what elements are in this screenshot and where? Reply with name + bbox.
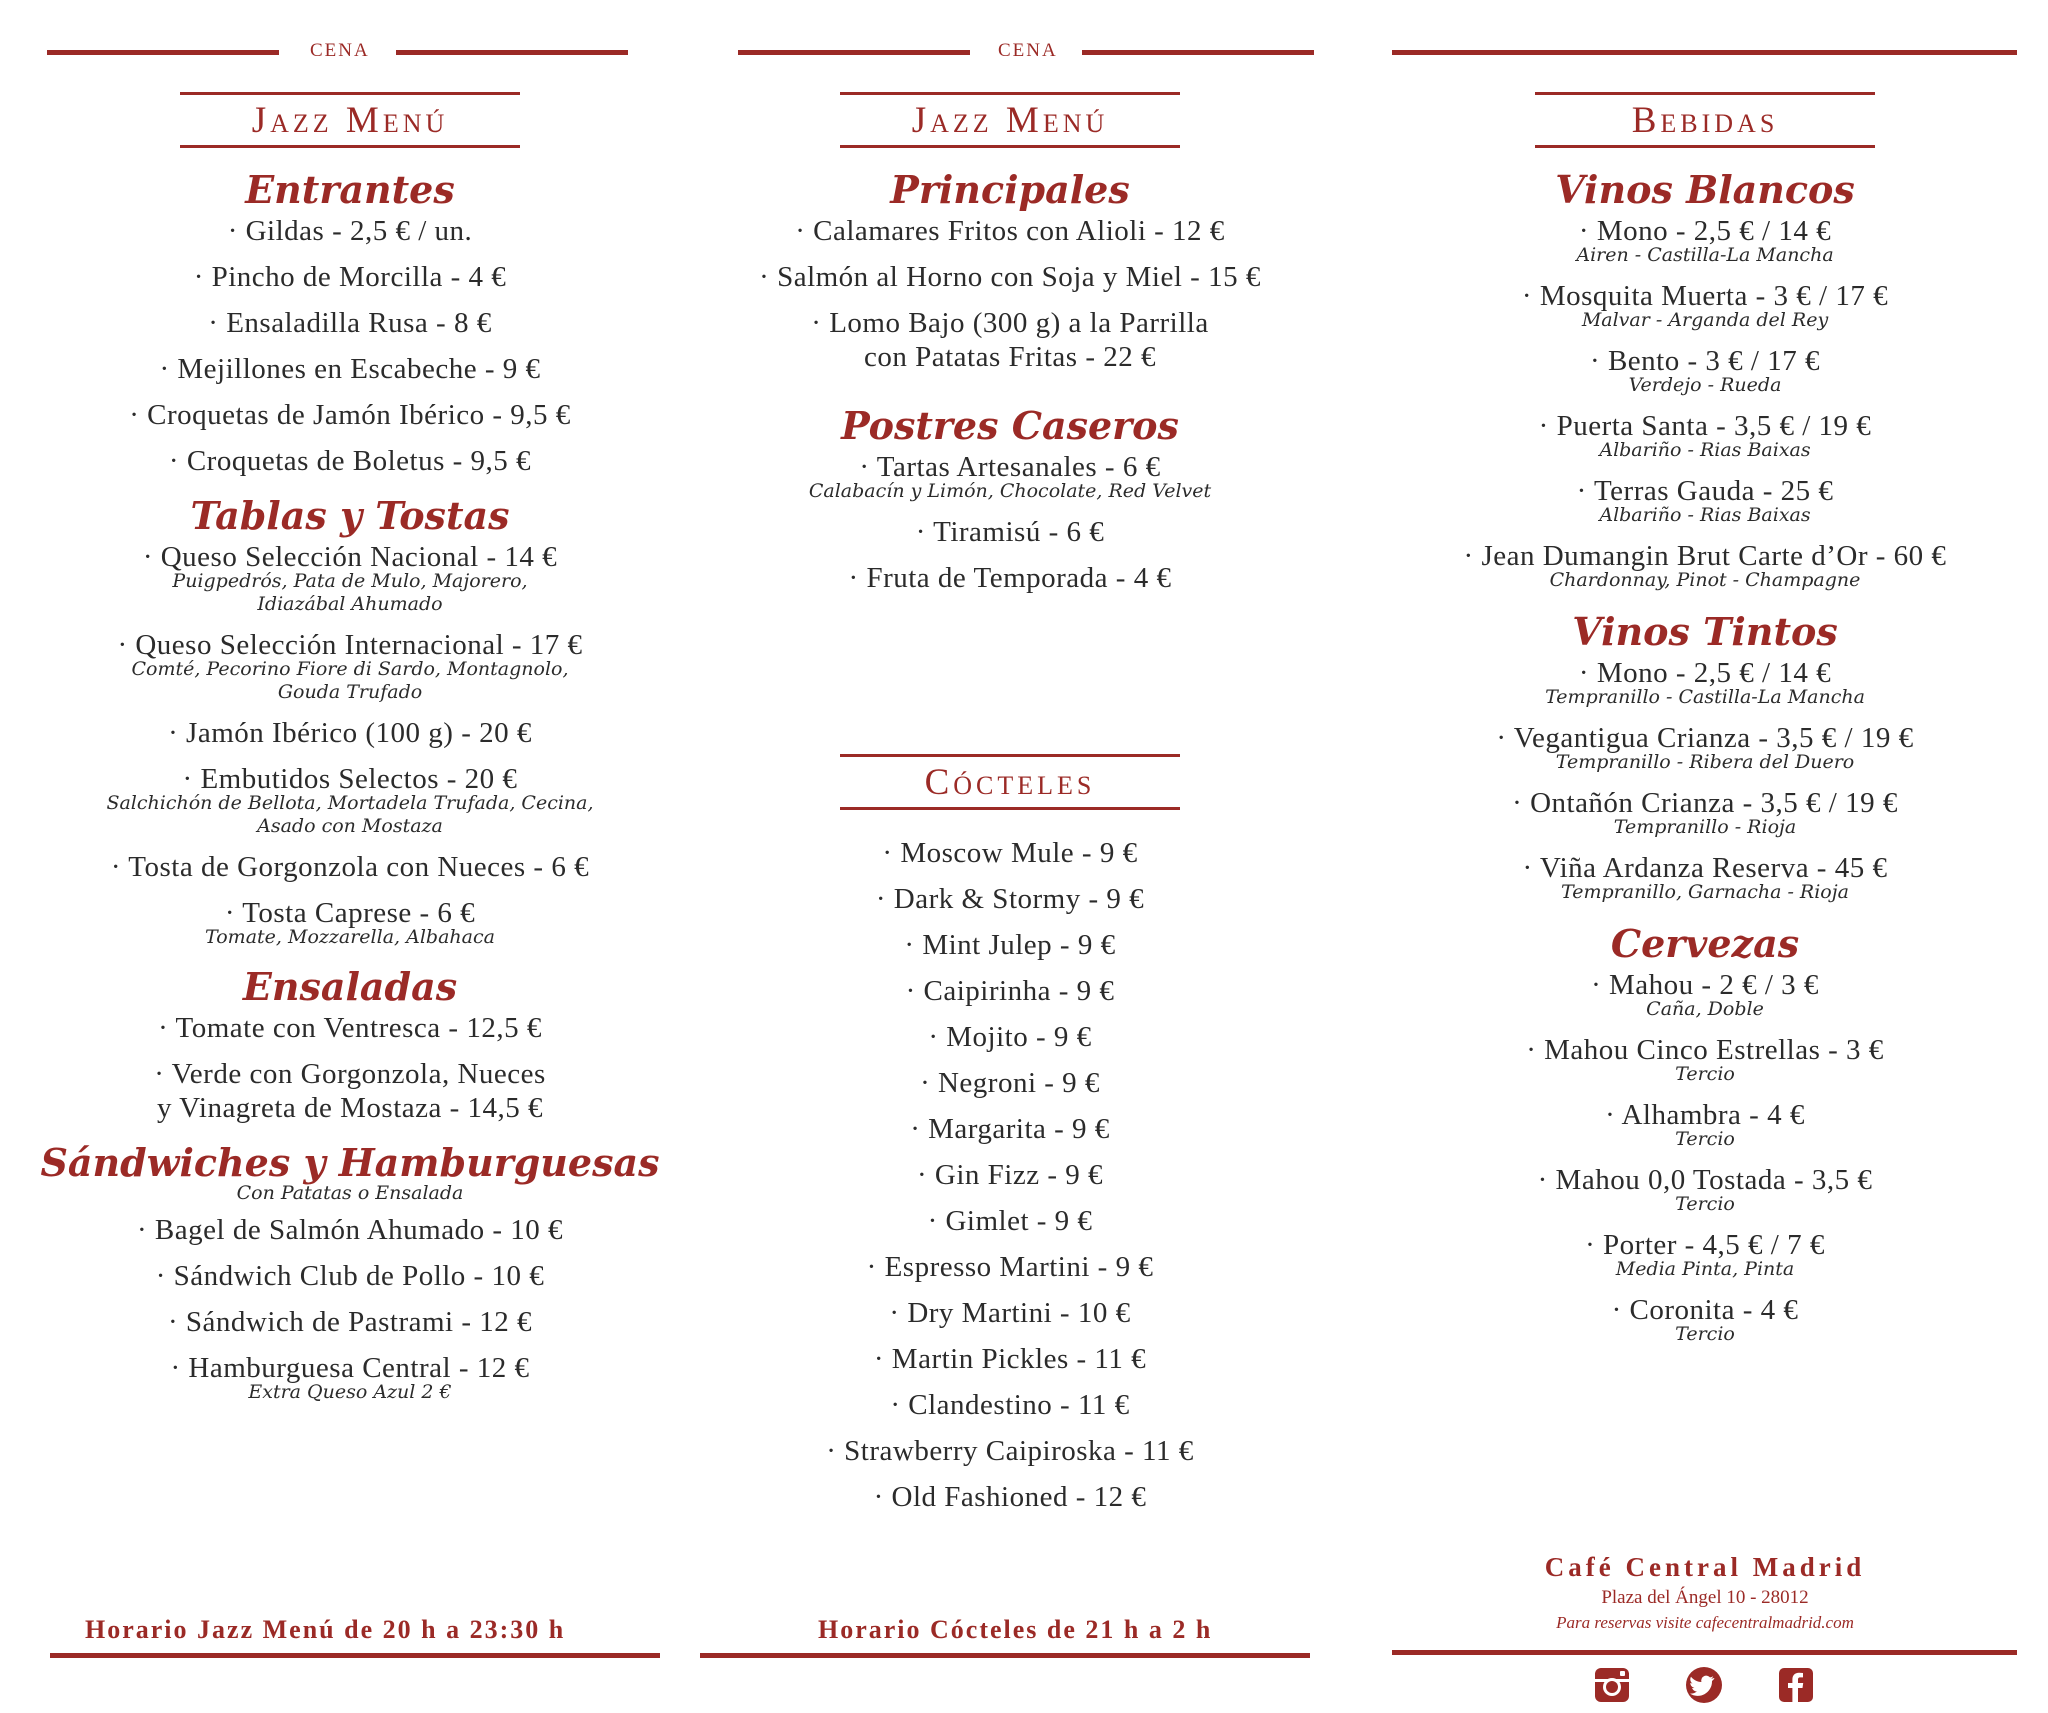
item-name: · Terras Gauda - 25 € xyxy=(1576,475,1834,507)
section-title: Ensaladas xyxy=(242,964,458,1009)
menu-item xyxy=(40,716,660,750)
item-description: Tempranillo - Castilla-La Mancha xyxy=(1545,686,1865,708)
menu-item xyxy=(1395,539,2015,592)
menu-item xyxy=(1395,721,2015,774)
menu-list xyxy=(40,168,660,1420)
item-name: · Tartas Artesanales - 6 € xyxy=(859,451,1161,483)
menu-item xyxy=(1395,1098,2015,1151)
item-name: · Pincho de Morcilla - 4 € xyxy=(193,261,507,293)
menu-item xyxy=(40,1259,660,1293)
cocktail-item: · Dark & Stormy - 9 € xyxy=(875,883,1145,915)
menu-item xyxy=(700,450,1320,503)
item-name: · Fruta de Temporada - 4 € xyxy=(848,562,1172,594)
menu-item xyxy=(1395,279,2015,332)
menu-section-postres-caseros xyxy=(700,404,1320,595)
jazz-menu-hours: Horario Jazz Menú de 20 h a 23:30 h xyxy=(85,1615,566,1644)
top-rule xyxy=(396,50,628,55)
top-rule xyxy=(738,50,970,55)
item-name: · Mono - 2,5 € / 14 € xyxy=(1578,657,1832,689)
item-name: · Puerta Santa - 3,5 € / 19 € xyxy=(1538,410,1872,442)
menu-item xyxy=(1395,786,2015,839)
cocktail-item: · Clandestino - 11 € xyxy=(890,1389,1130,1421)
item-description: Tempranillo, Garnacha - Rioja xyxy=(1561,881,1849,903)
item-description: Tomate, Mozzarella, Albahaca xyxy=(205,926,495,948)
venue-name: Café Central Madrid xyxy=(1544,1552,1866,1582)
item-name: · Tosta de Gorgonzola con Nueces - 6 € xyxy=(110,851,590,883)
menu-item xyxy=(1395,656,2015,709)
item-name-continued: y Vinagreta de Mostaza - 14,5 € xyxy=(156,1092,544,1124)
item-description: Tempranillo - Ribera del Duero xyxy=(1555,751,1855,773)
menu-item xyxy=(1395,1293,2015,1346)
item-description: Malvar - Arganda del Rey xyxy=(1581,309,1829,331)
item-description: Caña, Doble xyxy=(1646,998,1764,1020)
item-description: Media Pinta, Pinta xyxy=(1615,1258,1795,1280)
top-rule xyxy=(1082,50,1314,55)
cocktail-item: · Martin Pickles - 11 € xyxy=(873,1343,1147,1375)
menu-item xyxy=(40,540,660,616)
section-title: Cervezas xyxy=(1610,921,1800,966)
cocktail-item: · Old Fashioned - 12 € xyxy=(873,1481,1147,1513)
item-name: · Mejillones en Escabeche - 9 € xyxy=(159,353,541,385)
item-description: Airen - Castilla-La Mancha xyxy=(1576,244,1834,266)
menu-item xyxy=(700,214,1320,248)
item-description: Salchichón de Bellota, Mortadela Trufada, Cecina, Asado con Mostaza xyxy=(106,792,594,837)
menu-item xyxy=(1395,1033,2015,1086)
item-name: · Tosta Caprese - 6 € xyxy=(224,897,476,929)
item-name: · Viña Ardanza Reserva - 45 € xyxy=(1522,852,1888,884)
item-name: · Croquetas de Boletus - 9,5 € xyxy=(168,445,532,477)
menu-section-cervezas xyxy=(1395,922,2015,1346)
item-name: · Ontañón Crianza - 3,5 € / 19 € xyxy=(1512,787,1898,819)
item-description: Calabacín y Limón, Chocolate, Red Velvet xyxy=(808,480,1212,502)
page-title: Jazz Menú xyxy=(180,92,520,148)
item-name: · Bagel de Salmón Ahumado - 10 € xyxy=(137,1214,563,1246)
cocktail-item: · Strawberry Caipiroska - 11 € xyxy=(826,1435,1194,1467)
menu-item xyxy=(40,260,660,294)
menu-item xyxy=(40,896,660,949)
menu-item xyxy=(1395,851,2015,904)
cocktail-item: · Mojito - 9 € xyxy=(928,1021,1092,1053)
menu-item xyxy=(1395,1228,2015,1281)
menu-list xyxy=(700,168,1320,625)
item-name: · Queso Selección Internacional - 17 € xyxy=(117,629,583,661)
item-description: Albariño - Rias Baixas xyxy=(1599,504,1811,526)
item-name: · Embutidos Selectos - 20 € xyxy=(182,763,518,795)
item-name: · Mahou - 2 € / 3 € xyxy=(1591,969,1819,1001)
item-name-continued: con Patatas Fritas - 22 € xyxy=(864,341,1156,373)
item-name: · Lomo Bajo (300 g) a la Parrilla xyxy=(811,307,1209,339)
cocktail-item: · Margarita - 9 € xyxy=(910,1113,1110,1145)
cocktail-item: · Gimlet - 9 € xyxy=(927,1205,1093,1237)
menu-item xyxy=(700,306,1320,374)
section-title: Tablas y Tostas xyxy=(190,493,510,538)
item-name: · Sándwich Club de Pollo - 10 € xyxy=(155,1260,545,1292)
cocktail-item: · Gin Fizz - 9 € xyxy=(917,1159,1103,1191)
menu-item xyxy=(40,1011,660,1045)
menu-item xyxy=(40,444,660,478)
menu-section-sandwiches-y-hamburguesas xyxy=(40,1141,660,1404)
cocktail-list xyxy=(700,836,1320,1526)
item-name: · Verde con Gorgonzola, Nueces xyxy=(154,1058,546,1090)
menu-item xyxy=(40,850,660,884)
page-title: Bebidas xyxy=(1535,92,1875,148)
drinks-list xyxy=(1395,168,2015,1364)
item-description: Verdejo - Rueda xyxy=(1628,374,1782,396)
page-title: Jazz Menú xyxy=(840,92,1180,148)
section-title: Sándwiches y Hamburguesas xyxy=(40,1140,660,1185)
menu-item xyxy=(1395,474,2015,527)
item-name: · Jamón Ibérico (100 g) - 20 € xyxy=(168,717,532,749)
item-description: Comté, Pecorino Fiore di Sardo, Montagnolo, Gouda Trufado xyxy=(131,658,569,703)
menu-item xyxy=(40,1305,660,1339)
section-subtitle: Con Patatas o Ensalada xyxy=(236,1182,464,1204)
menu-item xyxy=(40,306,660,340)
item-name: · Alhambra - 4 € xyxy=(1605,1099,1805,1131)
item-name: · Mahou 0,0 Tostada - 3,5 € xyxy=(1537,1164,1873,1196)
item-description: Tercio xyxy=(1675,1193,1735,1215)
item-name: · Salmón al Horno con Soja y Miel - 15 € xyxy=(759,261,1261,293)
cocktail-item: · Caipirinha - 9 € xyxy=(905,975,1115,1007)
menu-item xyxy=(40,398,660,432)
menu-item xyxy=(40,214,660,248)
item-description: Extra Queso Azul 2 € xyxy=(248,1381,452,1403)
menu-item xyxy=(40,1351,660,1404)
menu-item xyxy=(40,762,660,838)
menu-item xyxy=(40,1213,660,1247)
top-rule xyxy=(1392,50,2017,55)
menu-item xyxy=(40,352,660,386)
menu-item xyxy=(1395,968,2015,1021)
item-description: Tercio xyxy=(1675,1128,1735,1150)
menu-item xyxy=(700,515,1320,549)
bottom-rule xyxy=(50,1653,660,1658)
item-name: · Sándwich de Pastrami - 12 € xyxy=(167,1306,533,1338)
item-name: · Mosquita Muerta - 3 € / 17 € xyxy=(1521,280,1889,312)
menu-section-vinos-tintos xyxy=(1395,610,2015,904)
section-title: Entrantes xyxy=(245,167,455,212)
cocktail-item: · Dry Martini - 10 € xyxy=(889,1297,1131,1329)
menu-item xyxy=(700,561,1320,595)
menu-item xyxy=(1395,344,2015,397)
menu-item xyxy=(1395,214,2015,267)
section-title: Principales xyxy=(890,167,1130,212)
venue-address: Plaza del Ángel 10 - 28012 xyxy=(1601,1587,1809,1608)
instagram-icon[interactable] xyxy=(1592,1665,1632,1705)
menu-section-tablas-y-tostas xyxy=(40,494,660,949)
menu-section-ensaladas xyxy=(40,965,660,1125)
item-name: · Tomate con Ventresca - 12,5 € xyxy=(158,1012,542,1044)
item-name: · Vegantigua Crianza - 3,5 € / 19 € xyxy=(1496,722,1914,754)
item-name: · Mahou Cinco Estrellas - 3 € xyxy=(1526,1034,1884,1066)
item-name: · Bento - 3 € / 17 € xyxy=(1590,345,1820,377)
item-description: Tempranillo - Rioja xyxy=(1613,816,1797,838)
twitter-icon[interactable] xyxy=(1684,1665,1724,1705)
item-name: · Croquetas de Jamón Ibérico - 9,5 € xyxy=(129,399,571,431)
item-name: · Porter - 4,5 € / 7 € xyxy=(1585,1229,1825,1261)
cocktail-item: · Mint Julep - 9 € xyxy=(904,929,1116,961)
item-name: · Gildas - 2,5 € / un. xyxy=(227,215,473,247)
item-name: · Queso Selección Nacional - 14 € xyxy=(142,541,558,573)
cocktail-item: · Espresso Martini - 9 € xyxy=(866,1251,1154,1283)
venue-reservations: Para reservas visite cafecentralmadrid.com xyxy=(1556,1613,1854,1632)
item-name: · Jean Dumangin Brut Carte d’Or - 60 € xyxy=(1463,540,1947,572)
venue-info xyxy=(1395,1552,2015,1633)
item-name: · Tiramisú - 6 € xyxy=(915,516,1105,548)
section-title: Postres Caseros xyxy=(841,403,1179,448)
meal-header: CENA xyxy=(998,40,1058,61)
cocktail-item: · Negroni - 9 € xyxy=(920,1067,1100,1099)
meal-header: CENA xyxy=(310,40,370,61)
top-rule xyxy=(47,50,279,55)
item-name: · Calamares Fritos con Alioli - 12 € xyxy=(795,215,1225,247)
item-description: Albariño - Rias Baixas xyxy=(1599,439,1811,461)
section-title: Vinos Tintos xyxy=(1572,609,1838,654)
menu-item xyxy=(40,628,660,704)
item-description: Puigpedrós, Pata de Mulo, Majorero, Idiazábal Ahumado xyxy=(172,570,528,615)
menu-item xyxy=(40,1057,660,1125)
menu-section-principales xyxy=(700,168,1320,374)
facebook-icon[interactable] xyxy=(1776,1665,1816,1705)
menu-section-vinos-blancos xyxy=(1395,168,2015,592)
bottom-rule xyxy=(700,1653,1310,1658)
cocktails-title: Cócteles xyxy=(840,754,1180,810)
item-description: Chardonnay, Pinot - Champagne xyxy=(1549,569,1861,591)
cocktail-hours: Horario Cócteles de 21 h a 2 h xyxy=(818,1615,1213,1644)
cocktail-item: · Moscow Mule - 9 € xyxy=(882,837,1138,869)
menu-section-entrantes xyxy=(40,168,660,478)
menu-item xyxy=(1395,409,2015,462)
item-description: Tercio xyxy=(1675,1323,1735,1345)
item-description: Tercio xyxy=(1675,1063,1735,1085)
item-name: · Hamburguesa Central - 12 € xyxy=(170,1352,530,1384)
item-name: · Mono - 2,5 € / 14 € xyxy=(1578,215,1832,247)
item-name: · Coronita - 4 € xyxy=(1611,1294,1799,1326)
bottom-rule xyxy=(1392,1650,2017,1655)
section-title: Vinos Blancos xyxy=(1555,167,1855,212)
menu-item xyxy=(700,260,1320,294)
menu-item xyxy=(1395,1163,2015,1216)
item-name: · Ensaladilla Rusa - 8 € xyxy=(208,307,492,339)
